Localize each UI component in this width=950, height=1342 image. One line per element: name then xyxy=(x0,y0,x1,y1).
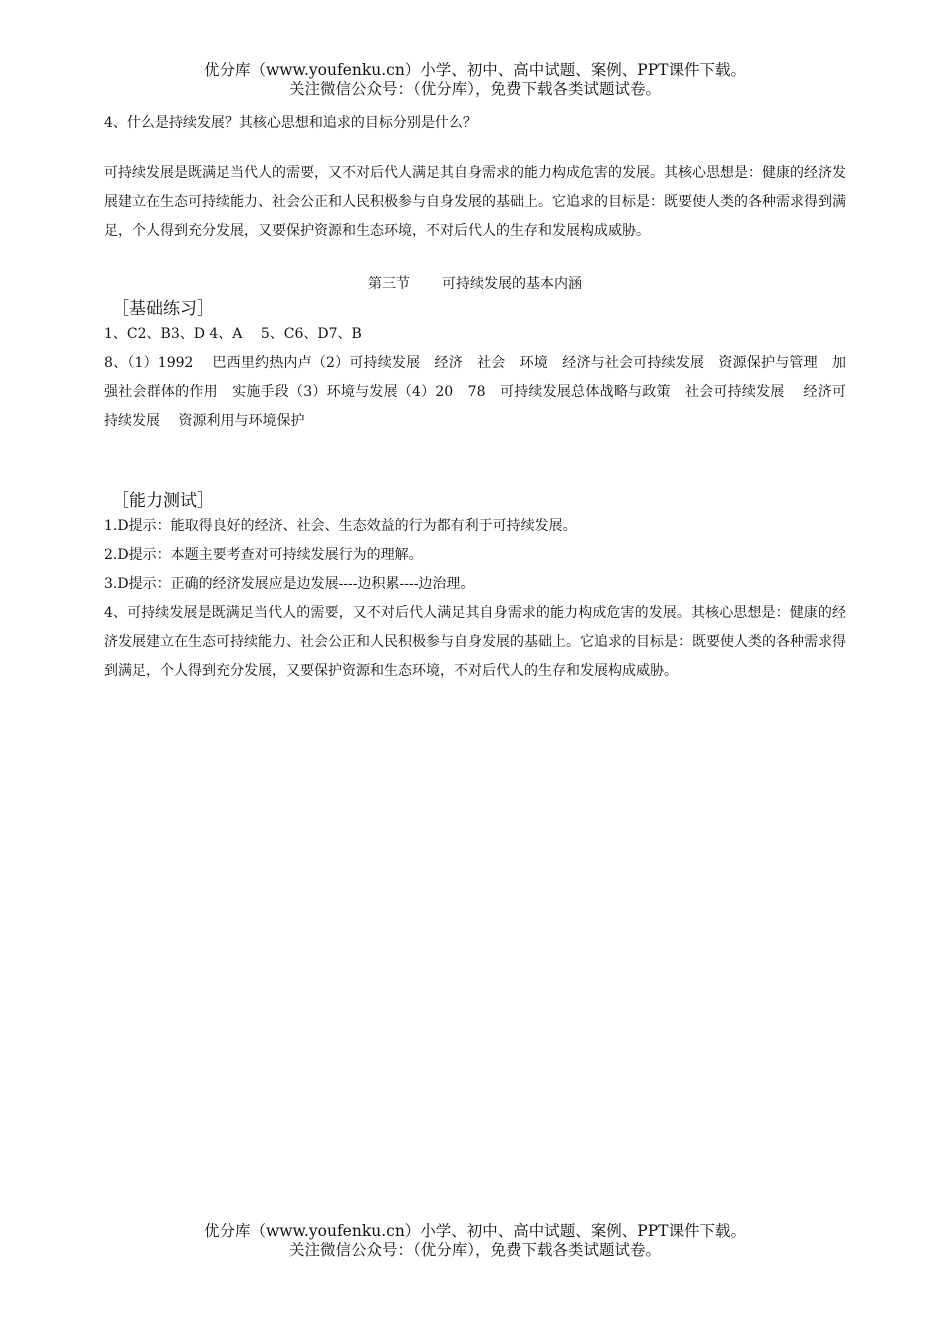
section-title: 可持续发展的基本内涵 xyxy=(442,276,582,292)
basic-answers-1-7: 1、C2、B3、D 4、A 5、C6、D7、B xyxy=(104,326,362,342)
ability-answer-1: 1.D提示：能取得良好的经济、社会、生态效益的行为都有利于可持续发展。 xyxy=(104,518,577,534)
ability-answer-4: 4、可持续发展是既满足当代人的需要，又不对后代人满足其自身需求的能力构成危害的发展。其核心思想是：健康的经济发展建立在生态可持续能力、社会公正和人民积极参与自身发展的基础上。它追求的目标是：既要使人类的各种需求得到满足，个人得到充分发展，又要保护资源和生态环境，不对后代人的生存和发展构成威胁。 xyxy=(104,605,846,679)
ability-answer-3: 3.D提示：正确的经济发展应是边发展----边积累----边治理。 xyxy=(104,576,475,592)
page-footer xyxy=(0,1222,950,1260)
ability-answer-2: 2.D提示：本题主要考查对可持续发展行为的理解。 xyxy=(104,547,423,563)
question-4-answer: 可持续发展是既满足当代人的需要，又不对后代人满足其自身需求的能力构成危害的发展。其核心思想是：健康的经济发展建立在生态可持续能力、社会公正和人民积极参与自身发展的基础上。它追求的目标是：既要使人类的各种需求得到满足，个人得到充分发展，又要保护资源和生态环境，不对后代人的生存和发展构成威胁。 xyxy=(104,165,846,239)
question-4-prompt: 4、什么是持续发展？其核心思想和追求的目标分别是什么？ xyxy=(104,115,477,131)
section-number: 第三节 xyxy=(368,276,410,292)
footer-line-1: 优分库（www.youfenku.cn）小学、初中、高中试题、案例、PPT课件下载。 xyxy=(203,1222,747,1240)
header-line-1: 优分库（www.youfenku.cn）小学、初中、高中试题、案例、PPT课件下载。 xyxy=(203,61,747,79)
document-body xyxy=(104,113,846,686)
basic-answer-8: 8、（1）1992 巴西里约热内卢（2）可持续发展 经济 社会 环境 经济与社会可持续发展 资源保护与管理 加强社会群体的作用 实施手段（3）环境与发展（4）20 78 可持续发展总体战略与政策 社会可持续发展 经济可持续发展 资源利用与环境保护 xyxy=(104,355,846,429)
footer-line-2: 关注微信公众号：（优分库），免费下载各类试题试卷。 xyxy=(288,1241,661,1259)
page-header xyxy=(0,61,950,99)
basic-practice-heading: ［基础练习］ xyxy=(112,299,214,319)
ability-test-heading: ［能力测试］ xyxy=(112,491,214,511)
section-heading xyxy=(104,274,846,294)
header-line-2: 关注微信公众号：（优分库），免费下载各类试题试卷。 xyxy=(288,80,661,98)
